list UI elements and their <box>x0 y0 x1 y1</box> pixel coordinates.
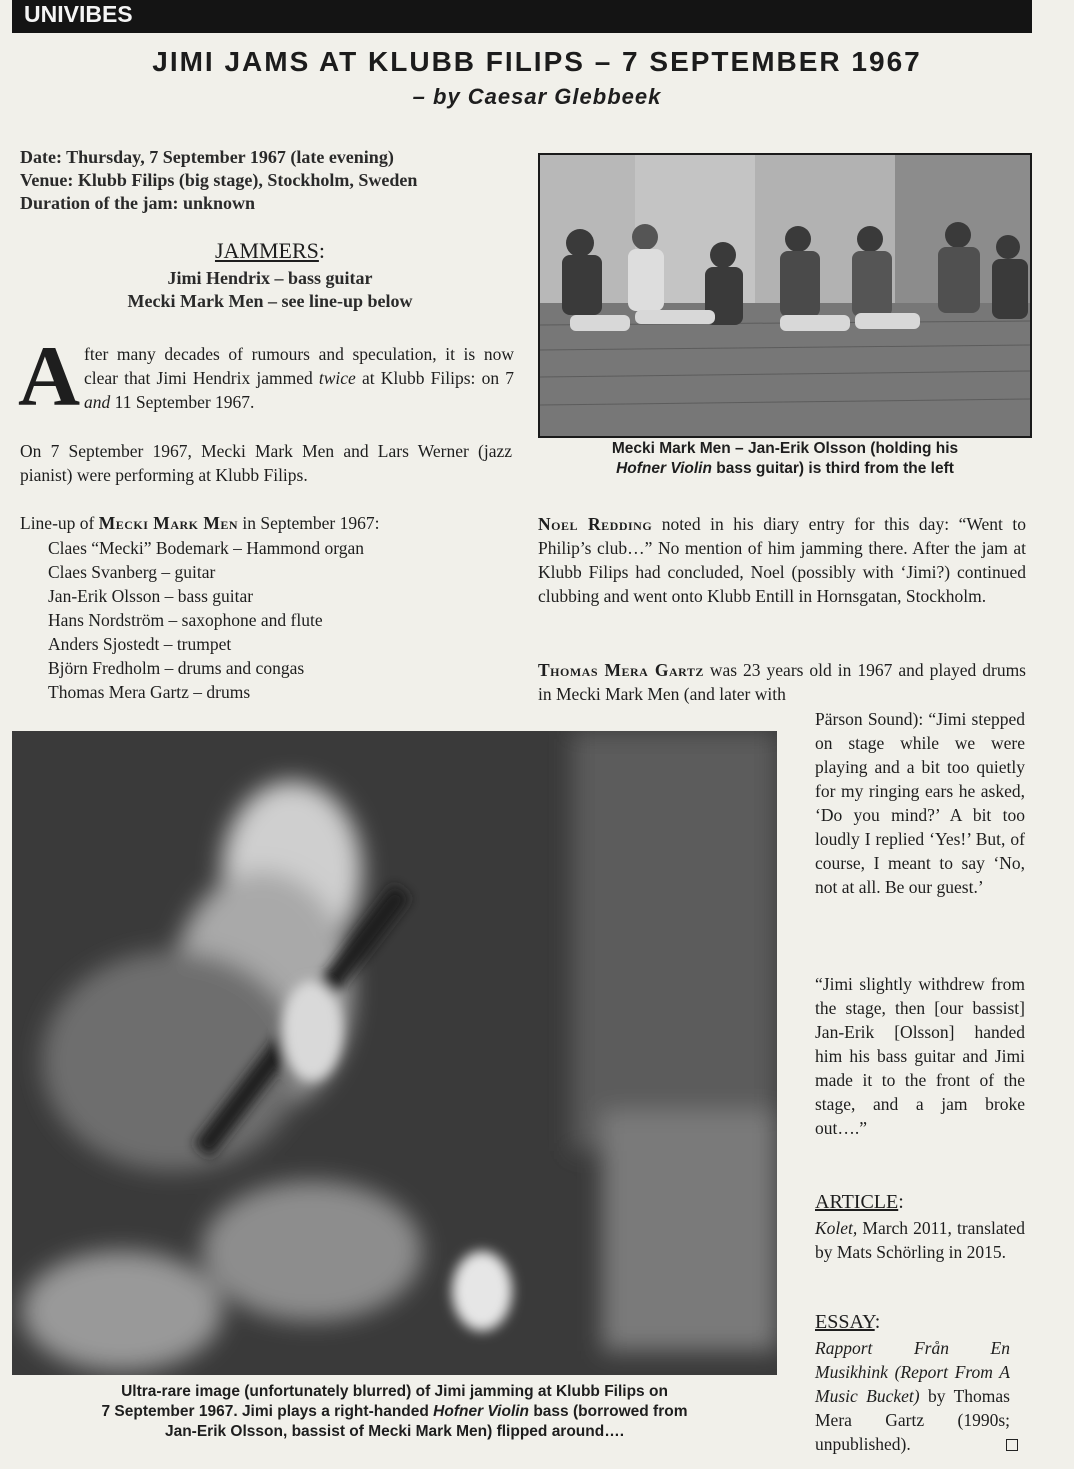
jam-photo <box>12 731 777 1375</box>
lineup-member: Björn Fredholm – drums and congas <box>48 658 305 678</box>
drop-cap: A <box>18 328 81 424</box>
lineup-member: Thomas Mera Gartz – drums <box>48 682 251 702</box>
article-reference: Kolet, March 2011, translated by Mats Schörling in 2015. <box>815 1218 1025 1262</box>
section-label: UNIVIBES <box>24 1 133 27</box>
lineup-member: Anders Sjostedt – trumpet <box>48 634 232 654</box>
performance-paragraph: On 7 September 1967, Mecki Mark Men and Lars Werner (jazz pianist) were performing at Klubb Filips. <box>20 441 512 485</box>
event-meta <box>20 146 417 215</box>
lineup-member: Claes “Mecki” Bodemark – Hammond organ <box>48 538 365 558</box>
meta-date: Date: Thursday, 7 September 1967 (late evening) <box>20 147 394 167</box>
lineup-member: Hans Nordström – saxophone and flute <box>48 610 323 630</box>
jam-photo-illustration <box>12 731 777 1375</box>
essay-heading: ESSAY: <box>815 1311 881 1333</box>
thomas-quote-1: Pärson Sound): “Jimi stepped on stage while we were playing and a bit too quietly for my ringing ears he asked, ‘Do you mind?’ A bit too loudly I replied ‘Yes!’ But, of course, I meant to say ‘No, not at all. Be our guest.’ <box>815 709 1025 897</box>
band-photo-illustration <box>540 155 1030 436</box>
thomas-quote-2: “Jimi slightly withdrew from the stage, then [our bassist] Jan-Erik [Olsson] handed him his bass guitar and Jimi made it to the front of the stage, and a jam broke out….” <box>815 974 1025 1138</box>
thomas-paragraph-intro: Thomas Mera Gartz was 23 years old in 1967 and played drums in Mecki Mark Men (and later with <box>538 660 1026 704</box>
end-mark-icon <box>1006 1439 1018 1451</box>
intro-paragraph: fter many decades of rumours and speculation, it is now clear that Jimi Hendrix jammed twice at Klubb Filips: on 7 and 11 September 1967. <box>84 344 514 412</box>
jammers-list <box>20 267 520 313</box>
meta-venue: Venue: Klubb Filips (big stage), Stockholm, Sweden <box>20 170 418 190</box>
jammer-item: Jimi Hendrix – bass guitar <box>167 268 373 288</box>
section-header-bar <box>12 0 1032 33</box>
article-title: JIMI JAMS AT KLUBB FILIPS – 7 SEPTEMBER 1967 <box>152 46 922 77</box>
lineup-intro: Line-up of Mecki Mark Men in September 1967: <box>20 513 380 533</box>
meta-duration: Duration of the jam: unknown <box>20 193 256 213</box>
byline: – by Caesar Glebbeek <box>412 84 662 109</box>
jammer-item: Mecki Mark Men – see line-up below <box>127 291 413 311</box>
article-heading: ARTICLE: <box>815 1191 904 1213</box>
jam-photo-caption: Ultra-rare image (unfortunately blurred) of Jimi jamming at Klubb Filips on 7 September 1967. Jimi plays a right-handed Hofner Violin bass (borrowed from Jan-Erik Olsson, bassist of Mecki Mark Men) flipped around…. <box>101 1383 688 1440</box>
essay-reference: Rapport Från En Musikhink (Report From A Music Bucket) by Thomas Mera Gartz (1990s; unpublished). <box>815 1338 1010 1454</box>
band-photo-caption: Mecki Mark Men – Jan-Erik Olsson (holding his Hofner Violin bass guitar) is third from the left <box>611 440 959 477</box>
band-photo <box>538 153 1032 438</box>
noel-paragraph: Noel Redding noted in his diary entry for this day: “Went to Philip’s club…” No mention of him jamming there. After the jam at Klubb Filips had concluded, Noel (possibly with ‘Jimi?) continued clubbing and went onto Klubb Entill in Hornsgatan, Stockholm. <box>538 514 1026 606</box>
jammers-heading: JAMMERS: <box>214 238 326 263</box>
lineup-list <box>48 536 364 704</box>
lineup-member: Jan-Erik Olsson – bass guitar <box>48 586 254 606</box>
lineup-member: Claes Svanberg – guitar <box>48 562 216 582</box>
